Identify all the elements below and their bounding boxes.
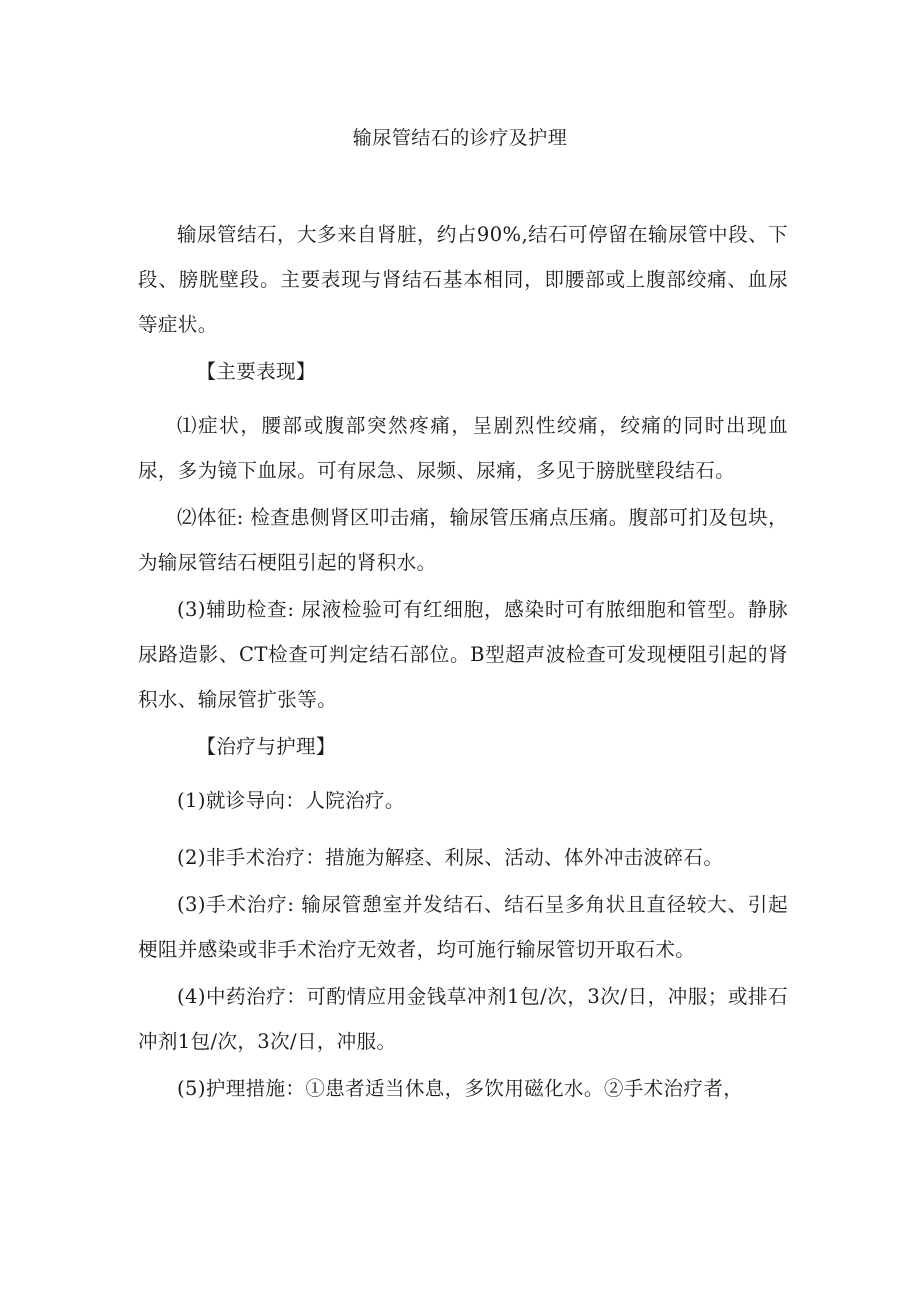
paragraph-surgical: (3)手术治疗: 输尿管憩室并发结石、结石呈多角状且直径较大、引起梗阻并感染或非手术治疗无效者，均可施行输尿管切开取石术。 bbox=[138, 893, 788, 961]
paragraph-non-surgical: (2)非手术治疗：措施为解痉、利尿、活动、体外冲击波碎石。 bbox=[177, 846, 724, 869]
page-title: 输尿管结石的诊疗及护理 bbox=[352, 127, 568, 149]
paragraph-tcm: (4)中药治疗：可酌情应用金钱草冲剂1包/次，3次/日，冲服；或排石冲剂1包/次，3次/日，冲服。 bbox=[138, 985, 788, 1053]
paragraph-auxiliary-exam: (3)辅助检查: 尿液检验可有红细胞，感染时可有脓细胞和管型。静脉尿路造影、CT检查可判定结石部位。B型超声波检查可发现梗阻引起的肾积水、输尿管扩张等。 bbox=[138, 598, 788, 711]
paragraph-nursing: (5)护理措施：①患者适当休息，多饮用磁化水。②手术治疗者， bbox=[177, 1077, 744, 1100]
document-body bbox=[138, 212, 788, 1113]
paragraph-guidance: (1)就诊导向：人院治疗。 bbox=[177, 789, 405, 812]
paragraph-signs: ⑵体征: 检查患侧肾区叩击痛，输尿管压痛点压痛。腹部可扪及包块，为输尿管结石梗阻引起的肾积水。 bbox=[138, 506, 788, 574]
section-heading-main-manifestations: 【主要表现】 bbox=[196, 360, 316, 383]
paragraph-symptoms: ⑴症状，腰部或腹部突然疼痛，呈剧烈性绞痛，绞痛的同时出现血尿，多为镜下血尿。可有尿急、尿频、尿痛，多见于膀胱壁段结石。 bbox=[138, 414, 788, 482]
paragraph-intro: 输尿管结石，大多来自肾脏，约占90%,结石可停留在输尿管中段、下段、膀胱壁段。主要表现与肾结石基本相同，即腰部或上腹部绞痛、血尿等症状。 bbox=[138, 223, 788, 336]
section-heading-treatment-care: 【治疗与护理】 bbox=[196, 735, 336, 758]
